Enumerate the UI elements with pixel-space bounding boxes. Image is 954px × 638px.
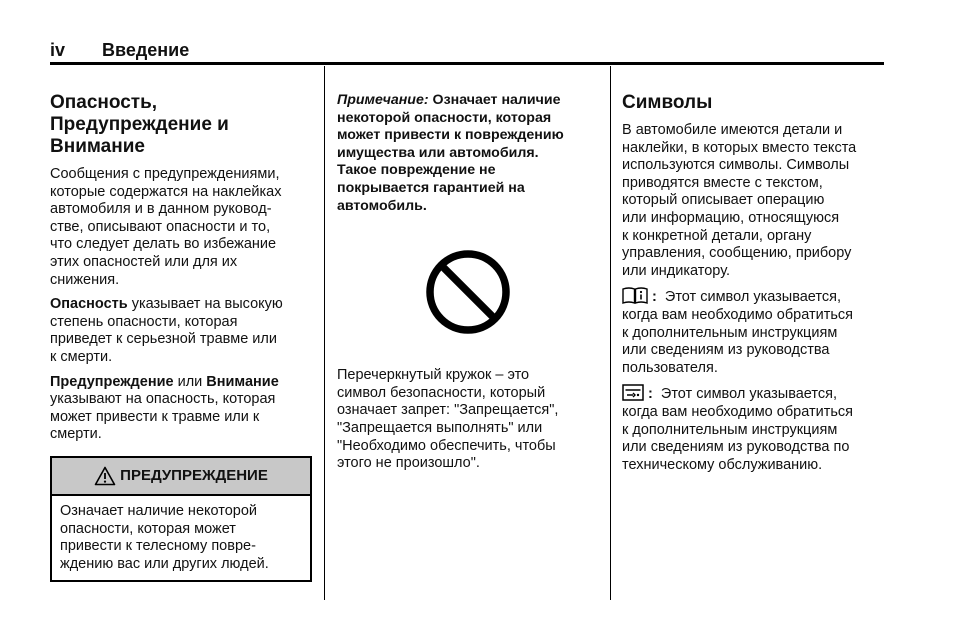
column-divider-2 [610,66,611,600]
header-rule [50,62,884,65]
column-divider-1 [324,66,325,600]
danger-paragraph: Опасность указывает на высокую степень опасности, которая приведет к серьезной травме или к смерти. [50,296,283,365]
warning-box [50,456,312,582]
page-number: iv [50,40,66,60]
page-header [50,40,884,62]
prohibition-sign-icon [423,247,513,337]
warning-paragraph: Предупреждение или Внимание указывают на опасность, которая может привести к травме или к смерти. [50,373,279,443]
warning-triangle-icon [94,466,116,486]
symbols-intro: В автомобиле имеются детали и наклейки, в которых вместо текста используются символы. Символы приводятся вместе с текстом, который описывает операцию или информацию, относящуюся к конкретной детали, органу управления, сообщению, прибору или индикатору. [622,122,857,279]
column-3 [622,92,884,481]
warning-box-title: ПРЕДУПРЕЖДЕНИЕ [120,467,268,485]
intro-paragraph: Сообщения с предупреждениями, которые содержатся на наклейках автомобиля и в данном руковод- стве, описывают опасности и то, что следует делать во избежание этих опасностей или для их снижения. [50,166,282,288]
service-manual-icon [622,384,644,401]
column-2 [337,92,599,480]
note-paragraph: Примечание: Означает наличие некоторой опасности, которая может привести к повреждению имущества или автомобиля. Такое повреждение не покрывается гарантией на автомобиль. [337,92,564,214]
symbols-heading: Символы [622,92,713,113]
owner-manual-book-icon [622,287,648,304]
warning-box-header [52,458,310,496]
column-1 [50,92,312,582]
danger-heading: Опасность, Предупреждение и Внимание [50,92,229,157]
prohibition-description: Перечеркнутый кружок – это символ безопасности, который означает запрет: "Запрещается", "Запрещается выполнять" или "Необходимо обеспечить, чтобы этого не произошло". [337,367,559,472]
service-manual-symbol-paragraph: : Этот символ указывается, когда вам необходимо обратиться к дополнительным инструкциям или сведениям из руководства по техническому обслуживанию. [622,386,853,473]
warning-box-body: Означает наличие некоторой опасности, которая может привести к телесному повре- ждению вас или других людей. [60,502,269,572]
section-title: Введение [102,40,190,60]
owner-manual-symbol-paragraph: : Этот символ указывается, когда вам необходимо обратиться к дополнительным инструкциям или сведениям из руководства пользователя. [622,289,853,376]
